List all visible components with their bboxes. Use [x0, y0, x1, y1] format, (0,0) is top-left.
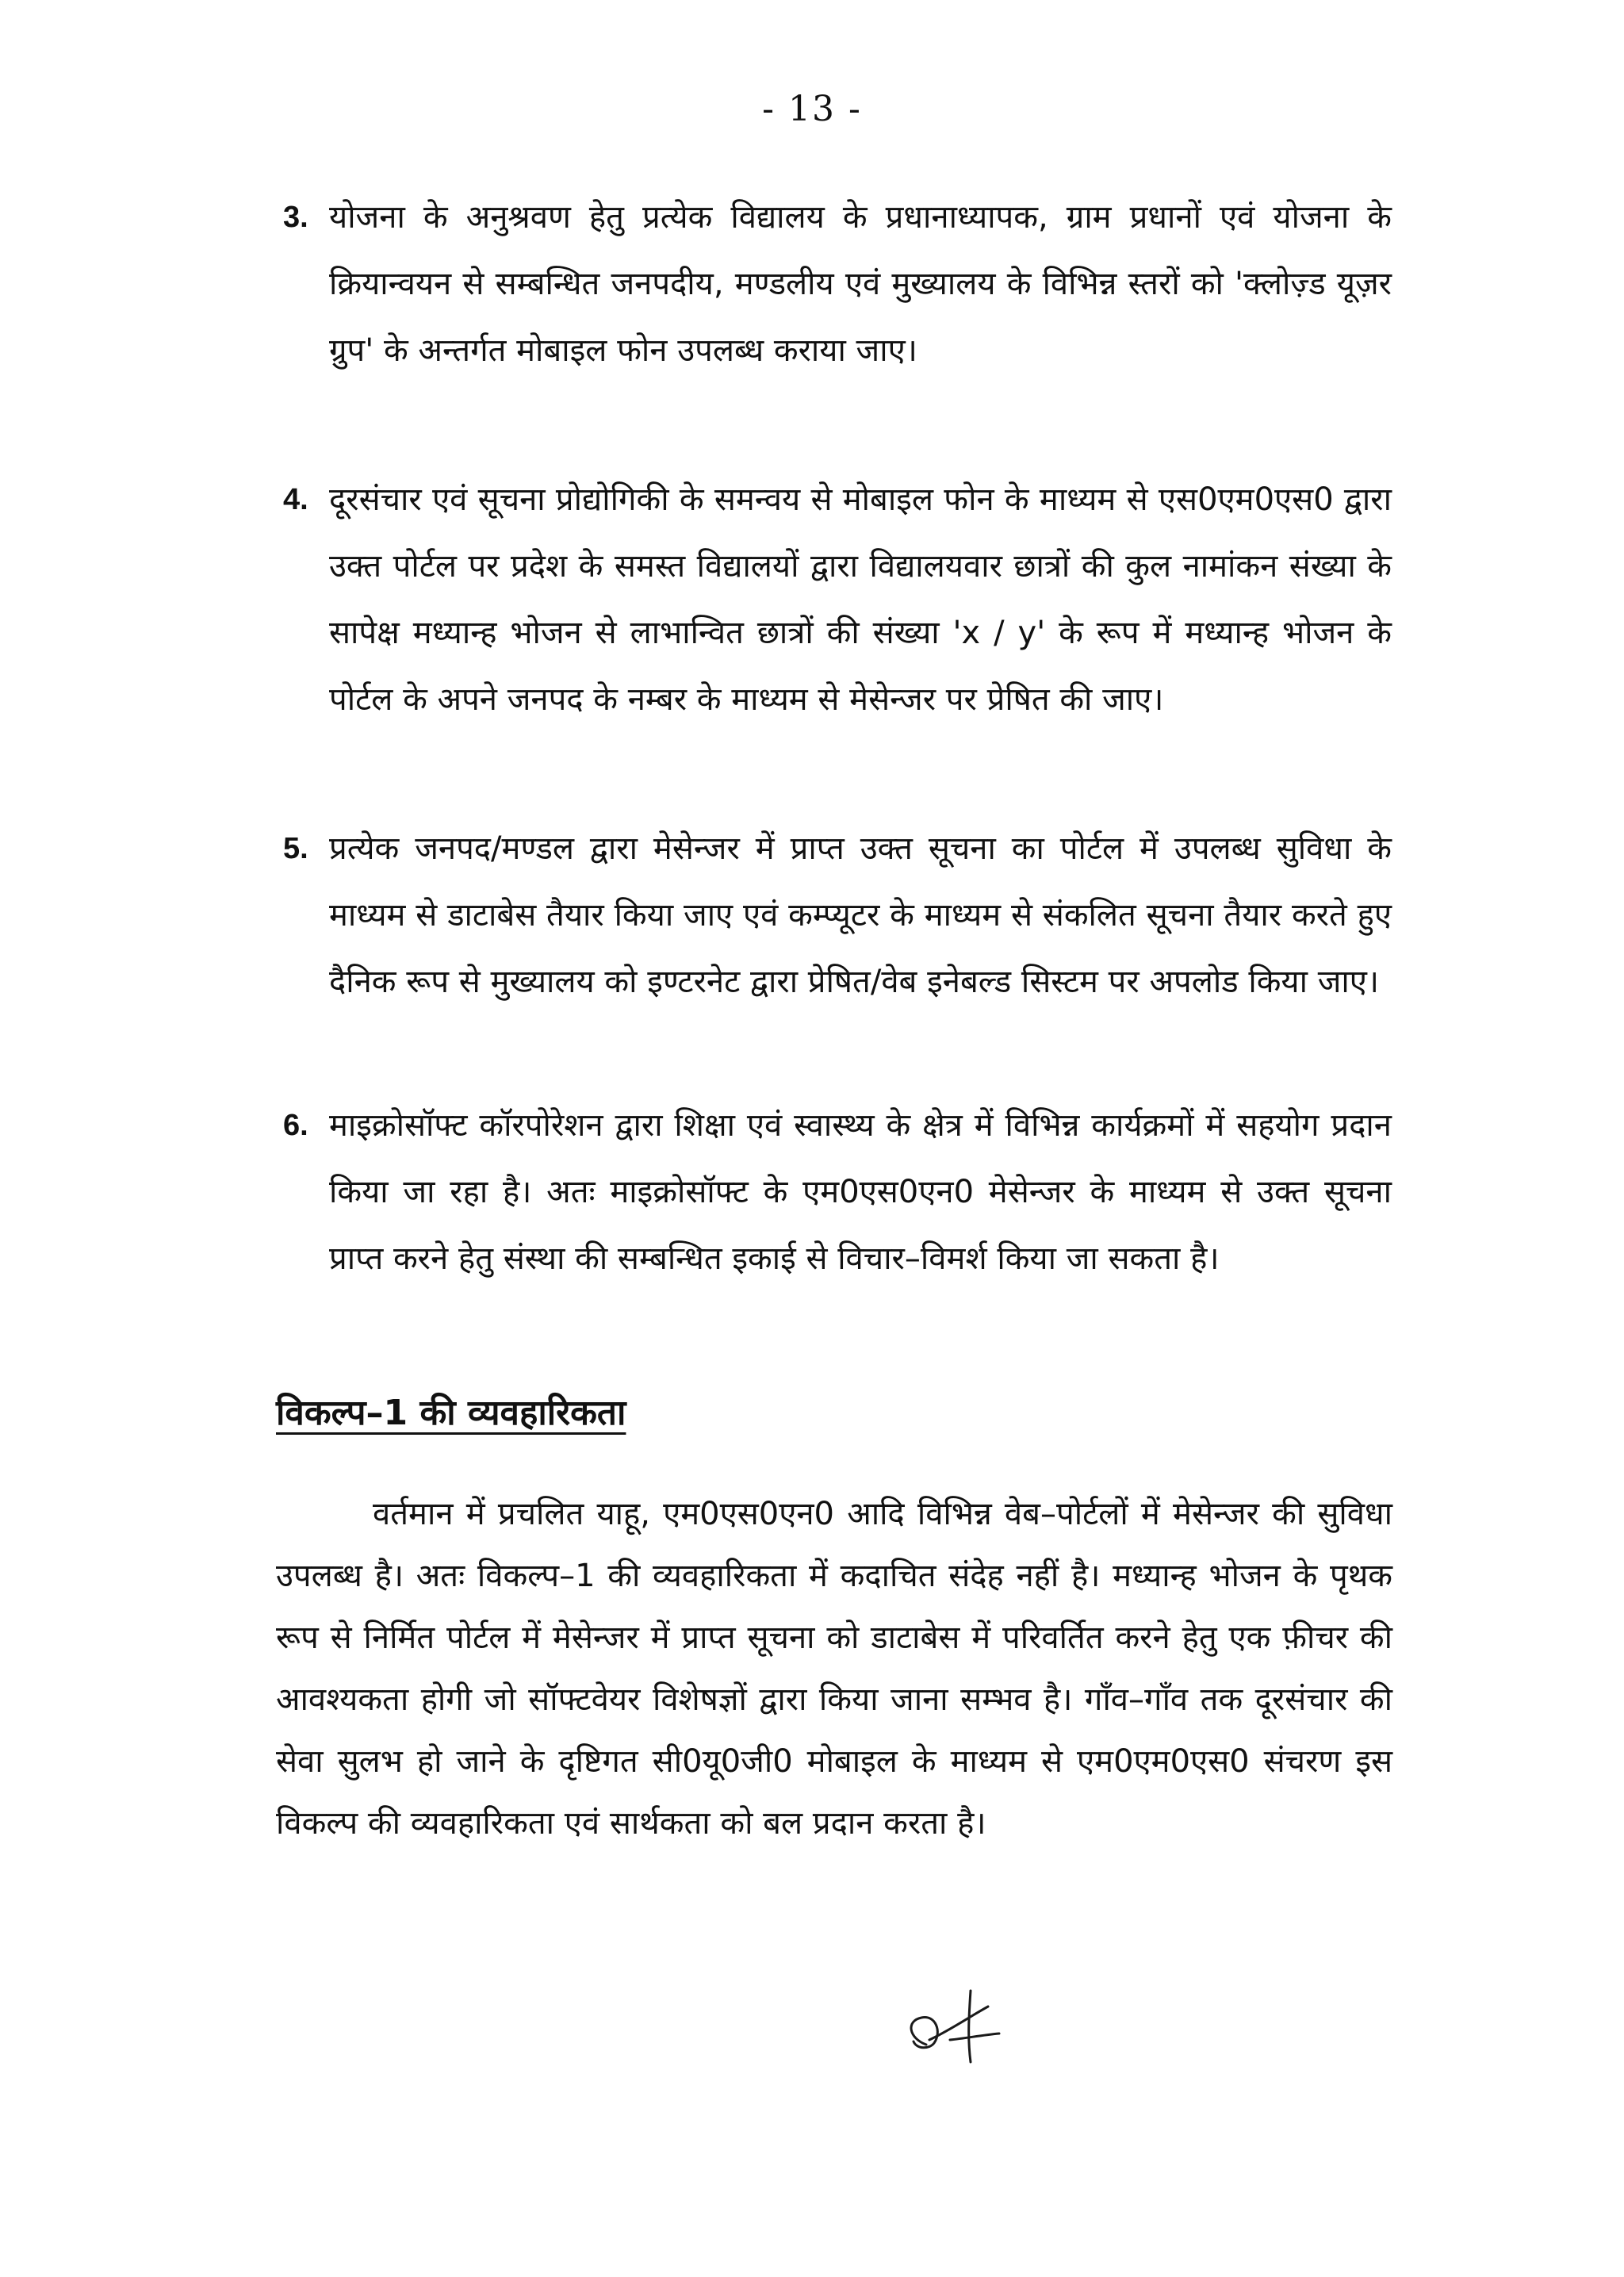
list-item-number: 6. — [283, 1109, 308, 1142]
section-heading: विकल्प–1 की व्यवहारिकता — [276, 1393, 626, 1433]
list-item-number: 3. — [283, 201, 308, 234]
list-item-5 — [283, 815, 1392, 1015]
list-item-number: 4. — [283, 483, 308, 516]
list-item-text: योजना के अनुश्रवण हेतु प्रत्येक विद्यालय के प्रधानाध्यापक, ग्राम प्रधानों एवं योजना के क्रियान्वयन से सम्बन्धित जनपदीय, मण्डलीय एवं मुख्यालय के विभिन्न स्तरों को 'क्लोज़्ड यूज़र ग्रुप' के अन्तर्गत मोबाइल फोन उपलब्ध कराया जाए। — [329, 199, 1392, 369]
list-item-text: दूरसंचार एवं सूचना प्रोद्योगिकी के समन्वय से मोबाइल फोन के माध्यम से एस0एम0एस0 द्वारा उक्त पोर्टल पर प्रदेश के समस्त विद्यालयों द्वारा विद्यालयवार छात्रों की कुल नामांकन संख्या के सापेक्ष मध्यान्ह भोजन से लाभान्वित छात्रों की संख्या 'x / y' के रूप में मध्यान्ह भोजन के पोर्टल के अपने जनपद के नम्बर के माध्यम से मेसेन्जर पर प्रेषित की जाए। — [329, 481, 1392, 718]
list-item-4 — [283, 466, 1392, 733]
list-item-3 — [283, 184, 1392, 384]
list-item-text: प्रत्येक जनपद/मण्डल द्वारा मेसेन्जर में प्राप्त उक्त सूचना का पोर्टल में उपलब्ध सुविधा के माध्यम से डाटाबेस तैयार किया जाए एवं कम्प्यूटर के माध्यम से संकलित सूचना तैयार करते हुए दैनिक रूप से मुख्यालय को इण्टरनेट द्वारा प्रेषित/वेब इनेबल्ड सिस्टम पर अपलोड किया जाए। — [329, 830, 1392, 1000]
handwritten-signature-icon — [894, 1983, 1013, 2070]
section-paragraph: वर्तमान में प्रचलित याहू, एम0एस0एन0 आदि विभिन्न वेब–पोर्टलों में मेसेन्जर की सुविधा उपलब्ध है। अतः विकल्प–1 की व्यवहारिकता में कदाचित संदेह नहीं है। मध्यान्ह भोजन के पृथक रूप से निर्मित पोर्टल में मेसेन्जर में प्राप्त सूचना को डाटाबेस में परिवर्तित करने हेतु एक फ़ीचर की आवश्यकता होगी जो सॉफ्टवेयर विशेषज्ञों द्वारा किया जाना सम्भव है। गाँव–गाँव तक दूरसंचार की सेवा सुलभ हो जाने के दृष्टिगत सी0यू0जी0 मोबाइल के माध्यम से एम0एम0एस0 संचरण इस विकल्प की व्यवहारिकता एवं सार्थकता को बल प्रदान करता है। — [276, 1496, 1392, 1842]
list-item-6 — [283, 1092, 1392, 1292]
page-number: - 13 - — [762, 89, 862, 129]
list-item-text: माइक्रोसॉफ्ट कॉरपोरेशन द्वारा शिक्षा एवं स्वास्थ्य के क्षेत्र में विभिन्न कार्यक्रमों में सहयोग प्रदान किया जा रहा है। अतः माइक्रोसॉफ्ट के एम0एस0एन0 मेसेन्जर के माध्यम से उक्त सूचना प्राप्त करने हेतु संस्था की सम्बन्धित इकाई से विचार–विमर्श किया जा सकता है। — [329, 1107, 1392, 1277]
list-item-number: 5. — [283, 832, 308, 865]
